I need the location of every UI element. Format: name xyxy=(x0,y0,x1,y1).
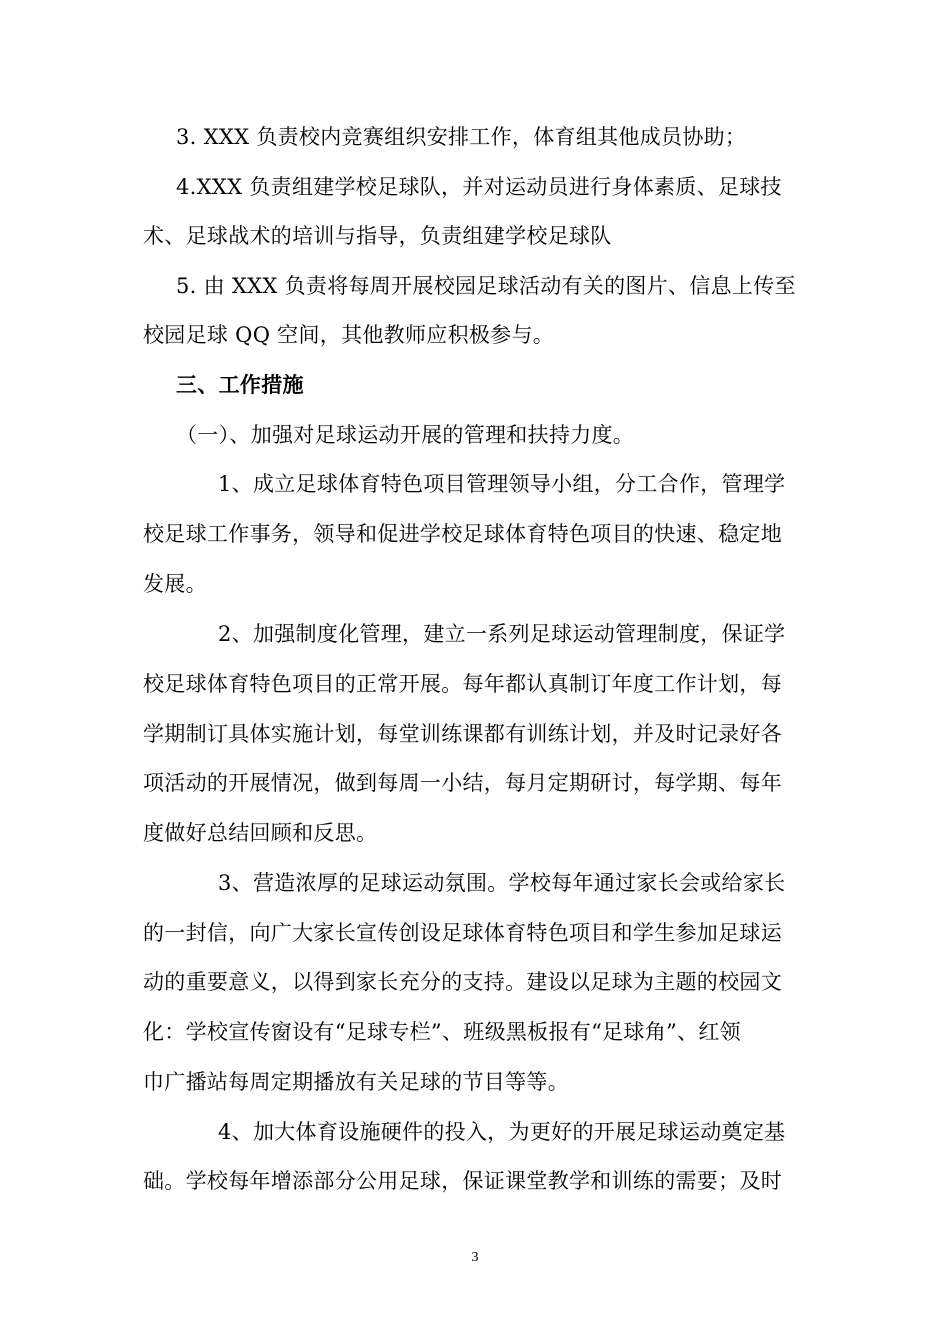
measure-4-line-2: 础。学校每年增添部分公用足球，保证课堂教学和训练的需要；及时 xyxy=(143,1169,782,1193)
subsection-heading: （一）、加强对足球运动开展的管理和扶持力度。 xyxy=(176,423,635,447)
measure-3-line-1: 3、营造浓厚的足球运动氛围。学校每年通过家长会或给家长 xyxy=(218,871,786,895)
measure-3-line-5: 巾广播站每周定期播放有关足球的节目等等。 xyxy=(143,1070,569,1094)
measure-4-line-1: 4、加大体育设施硬件的投入，为更好的开展足球运动奠定基 xyxy=(218,1120,786,1144)
measure-1-line-3: 发展。 xyxy=(143,572,207,596)
item-4-line-2: 术、足球战术的培训与指导，负责组建学校足球队 xyxy=(143,224,612,248)
measure-2-line-2: 校足球体育特色项目的正常开展。每年都认真制订年度工作计划，每 xyxy=(143,672,782,696)
measure-2-line-5: 度做好总结回顾和反思。 xyxy=(143,821,378,845)
measure-2-line-3: 学期制订具体实施计划，每堂训练课都有训练计划，并及时记录好各 xyxy=(143,722,782,746)
measure-2-line-1: 2、加强制度化管理，建立一系列足球运动管理制度，保证学 xyxy=(218,622,786,646)
section-heading: 三、工作措施 xyxy=(176,372,304,397)
item-5-line-2: 校园足球 QQ 空间，其他教师应积极参与。 xyxy=(143,323,555,347)
item-3-line: 3. XXX 负责校内竞赛组织安排工作，体育组其他成员协助； xyxy=(176,125,747,149)
measure-1-line-1: 1、成立足球体育特色项目管理领导小组，分工合作，管理学 xyxy=(218,472,786,496)
item-5-line-1: 5. 由 XXX 负责将每周开展校园足球活动有关的图片、信息上传至 xyxy=(176,274,796,298)
item-4-line-1: 4.XXX 负责组建学校足球队，并对运动员进行身体素质、足球技 xyxy=(176,175,782,199)
measure-3-line-4: 化：学校宣传窗设有“足球专栏”、班级黑板报有“足球角”、红领 xyxy=(143,1020,741,1044)
measure-3-line-2: 的一封信，向广大家长宣传创设足球体育特色项目和学生参加足球运 xyxy=(143,921,782,945)
measure-1-line-2: 校足球工作事务，领导和促进学校足球体育特色项目的快速、稳定地 xyxy=(143,522,782,546)
page-number: 3 xyxy=(471,1250,479,1265)
measure-3-line-3: 动的重要意义，以得到家长充分的支持。建设以足球为主题的校园文 xyxy=(143,970,782,994)
measure-2-line-4: 项活动的开展情况，做到每周一小结，每月定期研讨，每学期、每年 xyxy=(143,771,782,795)
